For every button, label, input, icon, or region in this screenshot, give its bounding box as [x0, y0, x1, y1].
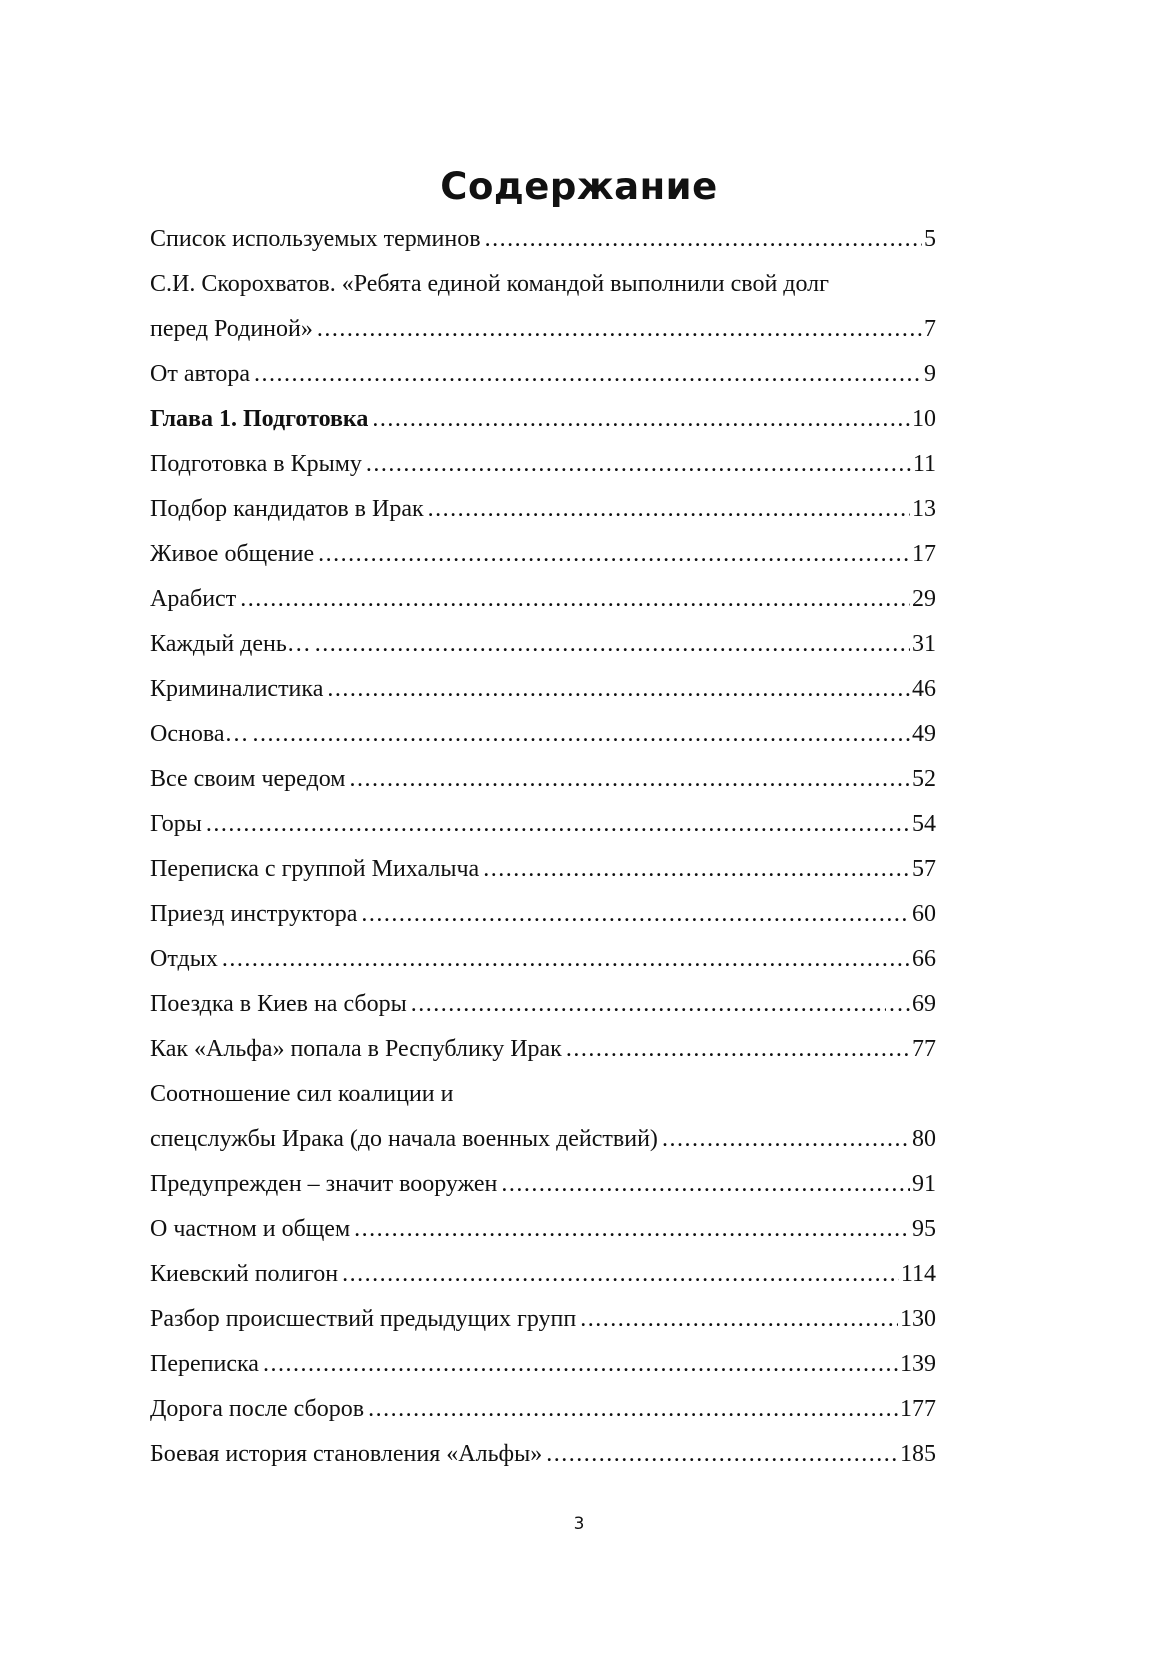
toc-entry-title: Переписка — [150, 1351, 259, 1377]
toc-entry-page-number: 11 — [912, 451, 936, 477]
toc-entry-page-number: 77 — [912, 1036, 936, 1062]
toc-entry[interactable] — [150, 406, 936, 451]
toc-entry[interactable] — [150, 1261, 936, 1306]
toc-dot-leader — [411, 991, 886, 1018]
toc-dot-leader — [342, 1261, 899, 1288]
toc-entry-page-number: 31 — [912, 631, 936, 657]
toc-entry-page-number: 5 — [924, 226, 936, 252]
toc-entry-title: Глава 1. Подготовка — [150, 406, 369, 432]
toc-entry-title: Отдых — [150, 946, 218, 972]
toc-entry[interactable] — [150, 361, 936, 406]
toc-entry-page-number: 185 — [900, 1441, 936, 1467]
toc-entry-title: перед Родиной» — [150, 316, 313, 342]
toc-dot-leader — [566, 1036, 910, 1063]
toc-entry-line[interactable] — [150, 1081, 936, 1126]
toc-entry-page-number: 177 — [900, 1396, 936, 1422]
toc-dot-leader — [662, 1126, 910, 1153]
toc-entry-title: Живое общение — [150, 541, 315, 567]
toc-entry[interactable] — [150, 721, 936, 766]
toc-entry-page-number: 9 — [924, 361, 936, 387]
toc-entry-page-number: 91 — [912, 1171, 936, 1197]
toc-entry[interactable] — [150, 541, 936, 586]
toc-dot-leader — [361, 901, 910, 928]
toc-entry-page-number: 46 — [912, 676, 936, 702]
toc-entry-title: Подбор кандидатов в Ирак — [150, 496, 424, 522]
toc-dot-leader — [315, 631, 910, 658]
toc-entry-page-number: 60 — [912, 901, 936, 927]
toc-entry-title: Как «Альфа» попала в Республику Ирак — [150, 1036, 562, 1062]
toc-dot-leader — [317, 316, 922, 343]
toc-entry-line[interactable] — [150, 271, 936, 316]
toc-entry[interactable] — [150, 811, 936, 856]
toc-dot-leader — [501, 1171, 910, 1198]
toc-entry-page-number: 54 — [912, 811, 936, 837]
toc-dot-leader — [354, 1216, 910, 1243]
toc-entry[interactable] — [150, 991, 936, 1036]
page-title: Содержание — [440, 164, 718, 208]
toc-dot-leader — [240, 586, 910, 613]
toc-dot-leader — [263, 1351, 898, 1378]
toc-entry-title: Переписка с группой Михалыча — [150, 856, 480, 882]
toc-dot-leader — [366, 451, 911, 478]
toc-dot-leader — [206, 811, 910, 838]
toc-entry[interactable] — [150, 1441, 936, 1486]
toc-entry[interactable] — [150, 496, 936, 541]
toc-entry-title: Список используемых терминов — [150, 226, 481, 252]
toc-entry[interactable] — [150, 631, 936, 676]
toc-entry[interactable] — [150, 226, 936, 271]
toc-dot-leader — [485, 226, 922, 253]
toc-dot-leader — [580, 1306, 898, 1333]
toc-entry-page-number: 10 — [912, 406, 936, 432]
toc-entry-title: О частном и общем — [150, 1216, 351, 1242]
toc-entry-title: Приезд инструктора — [150, 901, 358, 927]
toc-entry[interactable] — [150, 1351, 936, 1396]
toc-entry[interactable] — [150, 1171, 936, 1216]
toc-entry-title: Предупрежден – значит вооружен — [150, 1171, 498, 1197]
toc-entry[interactable] — [150, 1216, 936, 1261]
toc-entry-page-number: 29 — [912, 586, 936, 612]
toc-entry-title: От автора — [150, 361, 251, 387]
toc-entry[interactable] — [150, 316, 936, 361]
toc-entry-page-number: 17 — [912, 541, 936, 567]
toc-dot-leader — [483, 856, 910, 883]
toc-entry[interactable] — [150, 676, 936, 721]
toc-entry-title: Разбор происшествий предыдущих групп — [150, 1306, 577, 1332]
toc-entry-page-number: 80 — [912, 1126, 936, 1152]
toc-entry-page-number: 52 — [912, 766, 936, 792]
table-of-contents — [150, 226, 936, 1486]
toc-dot-leader — [372, 406, 910, 433]
toc-entry-title: Дорога после сборов — [150, 1396, 365, 1422]
toc-entry[interactable] — [150, 451, 936, 496]
toc-entry-title: Каждый день… — [150, 631, 311, 657]
toc-dot-leader — [254, 361, 922, 388]
toc-entry-page-number: …69 — [888, 991, 936, 1017]
toc-entry-title: Поездка в Киев на сборы — [150, 991, 407, 1017]
toc-entry-title: С.И. Скорохватов. «Ребята единой командой выполнили свой долг — [150, 271, 829, 297]
toc-entry[interactable] — [150, 901, 936, 946]
toc-entry[interactable] — [150, 856, 936, 901]
toc-dot-leader — [428, 496, 910, 523]
toc-dot-leader — [349, 766, 910, 793]
toc-entry-page-number: 49 — [912, 721, 936, 747]
toc-entry-title: Соотношение сил коалиции и — [150, 1081, 454, 1107]
page-number: 3 — [573, 1514, 585, 1534]
toc-entry-page-number: 139 — [900, 1351, 936, 1377]
toc-entry[interactable] — [150, 1036, 936, 1081]
toc-entry-title: Подготовка в Крыму — [150, 451, 362, 477]
toc-entry[interactable] — [150, 586, 936, 631]
toc-dot-leader — [222, 946, 910, 973]
toc-entry-page-number: 130 — [900, 1306, 936, 1332]
toc-dot-leader — [253, 721, 911, 748]
toc-entry-title: Арабист — [150, 586, 237, 612]
toc-entry-page-number: 7 — [924, 316, 936, 342]
toc-entry[interactable] — [150, 1306, 936, 1351]
toc-entry-title: Киевский полигон — [150, 1261, 339, 1287]
toc-entry-title: Все своим чередом — [150, 766, 346, 792]
toc-entry-page-number: 13 — [912, 496, 936, 522]
toc-entry-title: спецслужбы Ирака (до начала военных действий) — [150, 1126, 658, 1152]
toc-entry-title: Боевая история становления «Альфы» — [150, 1441, 543, 1467]
toc-entry-page-number: 114 — [900, 1261, 936, 1287]
toc-dot-leader — [368, 1396, 898, 1423]
toc-entry-page-number: 95 — [912, 1216, 936, 1242]
toc-dot-leader — [327, 676, 910, 703]
toc-dot-leader — [318, 541, 910, 568]
toc-entry[interactable] — [150, 766, 936, 811]
toc-entry[interactable] — [150, 1396, 936, 1441]
toc-entry-title: Основа… — [150, 721, 249, 747]
toc-dot-leader — [546, 1441, 898, 1468]
toc-entry-page-number: 66 — [912, 946, 936, 972]
toc-entry[interactable] — [150, 946, 936, 991]
toc-entry-title: Криминалистика — [150, 676, 324, 702]
toc-entry-page-number: 57 — [912, 856, 936, 882]
toc-entry-title: Горы — [150, 811, 202, 837]
toc-entry[interactable] — [150, 1126, 936, 1171]
